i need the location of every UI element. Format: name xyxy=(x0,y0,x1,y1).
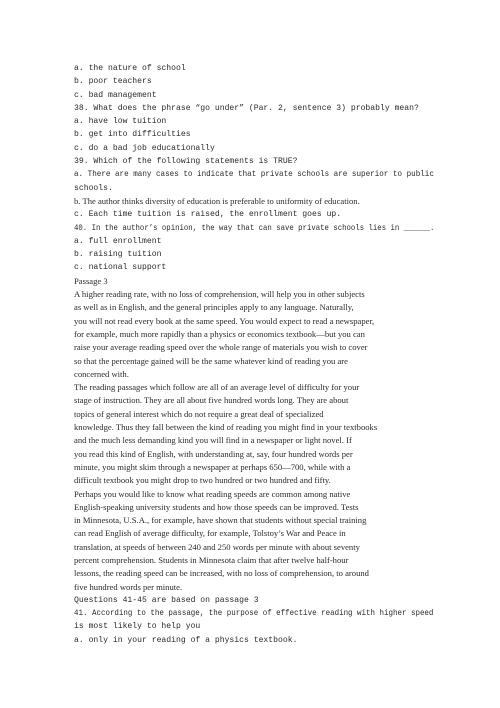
passage-heading: Passage 3 xyxy=(74,275,108,286)
paragraph-line: you will not read every book at the same speed. You would expect to read a newspaper, xyxy=(74,315,375,326)
paragraph-line: knowledge. Thus they fall between the kind of reading you might find in your textbooks xyxy=(74,422,378,433)
paragraph-line: you read this kind of English, with understanding at, say, four hundred words per xyxy=(74,448,353,459)
paragraph-line: in Minnesota, U.S.A., for example, have shown that students without special training xyxy=(74,515,367,526)
paragraph-line: The reading passages which follow are all of an average level of difficulty for your xyxy=(74,382,360,393)
passage-paragraph-1 xyxy=(74,288,434,381)
paragraph-line: concerned with. xyxy=(74,368,129,379)
option-c: c. do a bad job educationally xyxy=(74,143,215,153)
paragraph-line: as well as in English, and the general principles apply to any language. Naturally, xyxy=(74,302,354,313)
paragraph-line: so that the percentage gained will be the same whatever kind of reading you are xyxy=(74,355,348,366)
paragraph-line: and the much less demanding kind you will find in a newspaper or light novel. If xyxy=(74,435,352,446)
option-b: b. raising tuition xyxy=(74,250,162,260)
paragraph-line: Perhaps you would like to know what reading speeds are common among native xyxy=(74,488,351,499)
paragraph-line: percent comprehension. Students in Minnesota claim that after twelve half-hour xyxy=(74,554,349,565)
option-a: a. There are many cases to indicate that private schools are superior to public xyxy=(74,170,434,180)
question-40: 40. In the author’s opinion, the way that can save private schools lies in ______. xyxy=(74,223,435,233)
paragraph-line: stage of instruction. They are all about five hundred words long. They are about xyxy=(74,395,349,406)
option-a-continued: schools. xyxy=(74,183,113,193)
paragraph-line: difficult textbook you might drop to two hundred or two hundred and fifty. xyxy=(74,475,331,486)
option-b: b. poor teachers xyxy=(74,77,152,87)
question-41-continued: is most likely to help you xyxy=(74,622,201,632)
option-a: a. only in your reading of a physics textbook. xyxy=(74,635,298,645)
paragraph-line: translation, at speeds of between 240 and 250 words per minute with about seventy xyxy=(74,541,360,552)
option-a: a. the nature of school xyxy=(74,64,186,73)
paragraph-line: for example, much more rapidly than a physics or economics textbook—but you can xyxy=(74,328,365,339)
paragraph-line: English-speaking university students and how those speeds can be improved. Tests xyxy=(74,501,359,512)
question-41: 41. According to the passage, the purpose of effective reading with higher speed xyxy=(74,609,434,619)
option-c: c. national support xyxy=(74,263,167,273)
paragraph-line: raise your average reading speed over the whole range of materials you wish to cover xyxy=(74,342,368,353)
option-c: c. bad management xyxy=(74,90,157,100)
paragraph-line: topics of general interest which do not require a great deal of specialized xyxy=(74,408,324,419)
passage-paragraph-2 xyxy=(74,381,434,487)
paragraph-line: lessons, the reading speed can be increased, with no loss of comprehension, to around xyxy=(74,568,369,579)
option-a: a. full enrollment xyxy=(74,236,162,246)
paragraph-line: five hundred words per minute. xyxy=(74,581,183,592)
question-38: 38. What does the phrase “go under” (Par. 2, sentence 3) probably mean? xyxy=(74,103,419,113)
questions-intro: Questions 41-45 are based on passage 3 xyxy=(74,595,259,605)
document-page xyxy=(74,62,434,647)
question-39: 39. Which of the following statements is TRUE? xyxy=(74,157,298,167)
option-b: b. get into difficulties xyxy=(74,130,191,140)
option-b: b. The author thinks diversity of education is preferable to uniformity of education. xyxy=(74,195,360,206)
paragraph-line: can read English of average difficulty, for example, Tolstoy’s War and Peace in xyxy=(74,528,346,539)
paragraph-line: A higher reading rate, with no loss of comprehension, will help you in other subjects xyxy=(74,289,365,300)
passage-paragraph-3 xyxy=(74,488,434,594)
paragraph-line: minute, you might skim through a newspaper at perhaps 650—700, while with a xyxy=(74,461,351,472)
option-c: c. Each time tuition is raised, the enrollment goes up. xyxy=(74,210,342,220)
option-a: a. have low tuition xyxy=(74,117,167,127)
